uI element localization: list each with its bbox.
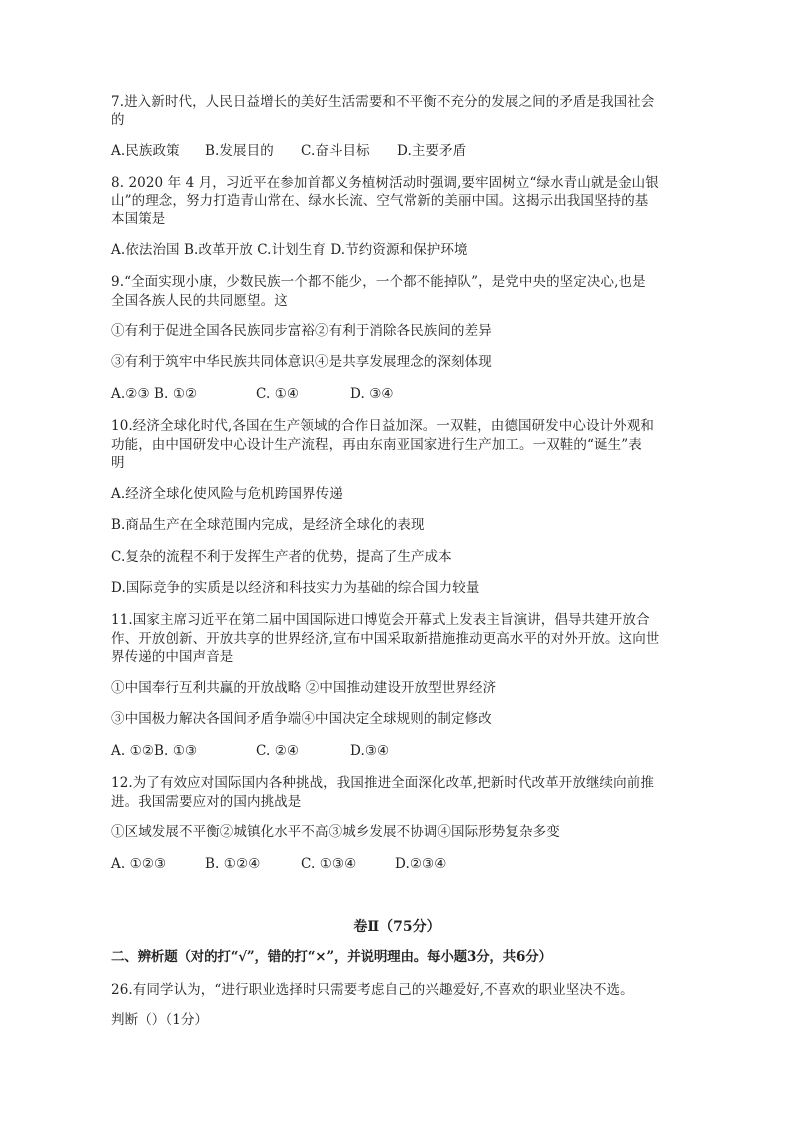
q9-item-line2: ③有利于筑牢中华民族共同体意识④是共享发展理念的深刻体现: [111, 354, 492, 370]
section2-heading: 二、辨析题（对的打“√”，错的打“×”，并说明理由。每小题3分，共6分）: [111, 949, 552, 965]
q7-option-b: B.发展目的: [205, 143, 274, 159]
q11-stem-line2: 作、开放创新、开放共享的世界经济,宣布中国采取新措施推动更高水平的对外开放。这向世: [111, 631, 660, 647]
q12-option-b: B. ①②④: [205, 856, 261, 872]
q11-stem-line1: 11.国家主席习近平在第二届中国国际进口博览会开幕式上发表主旨演讲，倡导共建开放合: [111, 612, 650, 628]
q9-item-line1: ①有利于促进全国各民族同步富裕②有利于消除各民族间的差异: [111, 323, 492, 339]
q10-stem-line3: 明: [111, 455, 125, 471]
q8-stem-line3: 本国策是: [111, 211, 166, 227]
q10-option-c: C.复杂的流程不利于发挥生产者的优势，提高了生产成本: [111, 549, 452, 565]
q12-stem-line1: 12.为了有效应对国际国内各种挑战，我国推进全面深化改革,把新时代改革开放继续向前推: [111, 775, 654, 791]
volume2-title: 卷Ⅱ（75分）: [353, 919, 441, 935]
q9-option-d: D. ③④: [350, 386, 394, 402]
q11-option-c: C. ②④: [256, 743, 300, 759]
q7-options: [111, 141, 691, 161]
q12-option-a: A. ①②③: [111, 856, 167, 872]
q11-stem-line3: 界传递的中国声音是: [111, 649, 234, 665]
q11-item-line1: ①中国奉行互利共赢的开放战略 ②中国推动建设开放型世界经济: [111, 680, 497, 696]
q7-option-d: D.主要矛盾: [397, 143, 467, 159]
q9-stem-line2: 全国各族人民的共同愿望。这: [111, 293, 288, 309]
q26-judge-line: 判断（）（1分）: [111, 1012, 209, 1028]
q11-options: [111, 741, 691, 761]
q11-item-line2: ③中国极力解决各国间矛盾争端④中国决定全球规则的制定修改: [111, 711, 492, 727]
q7-option-a: A.民族政策: [111, 143, 180, 159]
q7-stem-line1: 7.进入新时代，人民日益增长的美好生活需要和不平衡不充分的发展之间的矛盾是我国社会: [111, 94, 655, 110]
q12-stem-line2: 进。我国需要应对的国内挑战是: [111, 794, 302, 810]
q8-stem-line2: 山”的理念，努力打造青山常在、绿水长流、空气常新的美丽中国。这揭示出我国坚持的基: [111, 193, 649, 209]
q9-option-c: C. ①④: [256, 386, 300, 402]
q10-option-b: B.商品生产在全球范围内完成，是经济全球化的表现: [111, 517, 425, 533]
q9-option-ab: A.②③ B. ①②: [111, 386, 198, 402]
q12-options: [111, 854, 691, 874]
q9-options: [111, 384, 691, 404]
q8-stem-line1: 8. 2020 年 4 月，习近平在参加首都义务植树活动时强调,要牢固树立“绿水青山就是金山银: [111, 175, 659, 191]
q12-item-line1: ①区域发展不平衡②城镇化水平不高③城乡发展不协调④国际形势复杂多变: [111, 824, 560, 840]
q9-stem-line1: 9.“全面实现小康，少数民族一个都不能少，一个都不能掉队”，是党中央的坚定决心,也是: [111, 274, 646, 290]
q12-option-c: C. ①③④: [301, 856, 357, 872]
q11-option-ab: A. ①②B. ①③: [111, 743, 198, 759]
q11-option-d: D.③④: [350, 743, 390, 759]
q8-options: A.依法治国 B.改革开放 C.计划生育 D.节约资源和保护环境: [111, 242, 468, 258]
q7-stem-line2: 的: [111, 112, 125, 128]
q10-stem-line1: 10.经济全球化时代,各国在生产领域的合作日益加深。一双鞋，由德国研发中心设计外观和: [111, 418, 654, 434]
q10-option-d: D.国际竞争的实质是以经济和科技实力为基础的综合国力较量: [111, 580, 480, 596]
q7-option-c: C.奋斗目标: [301, 143, 370, 159]
q26-stem: 26.有同学认为，“进行职业选择时只需要考虑自己的兴趣爱好,不喜欢的职业坚决不选。: [111, 982, 634, 998]
q10-option-a: A.经济全球化使风险与危机跨国界传递: [111, 486, 343, 502]
q10-stem-line2: 功能，由中国研发中心设计生产流程，再由东南亚国家进行生产加工。一双鞋的“诞生”表: [111, 437, 642, 453]
q12-option-d: D.②③④: [395, 856, 447, 872]
